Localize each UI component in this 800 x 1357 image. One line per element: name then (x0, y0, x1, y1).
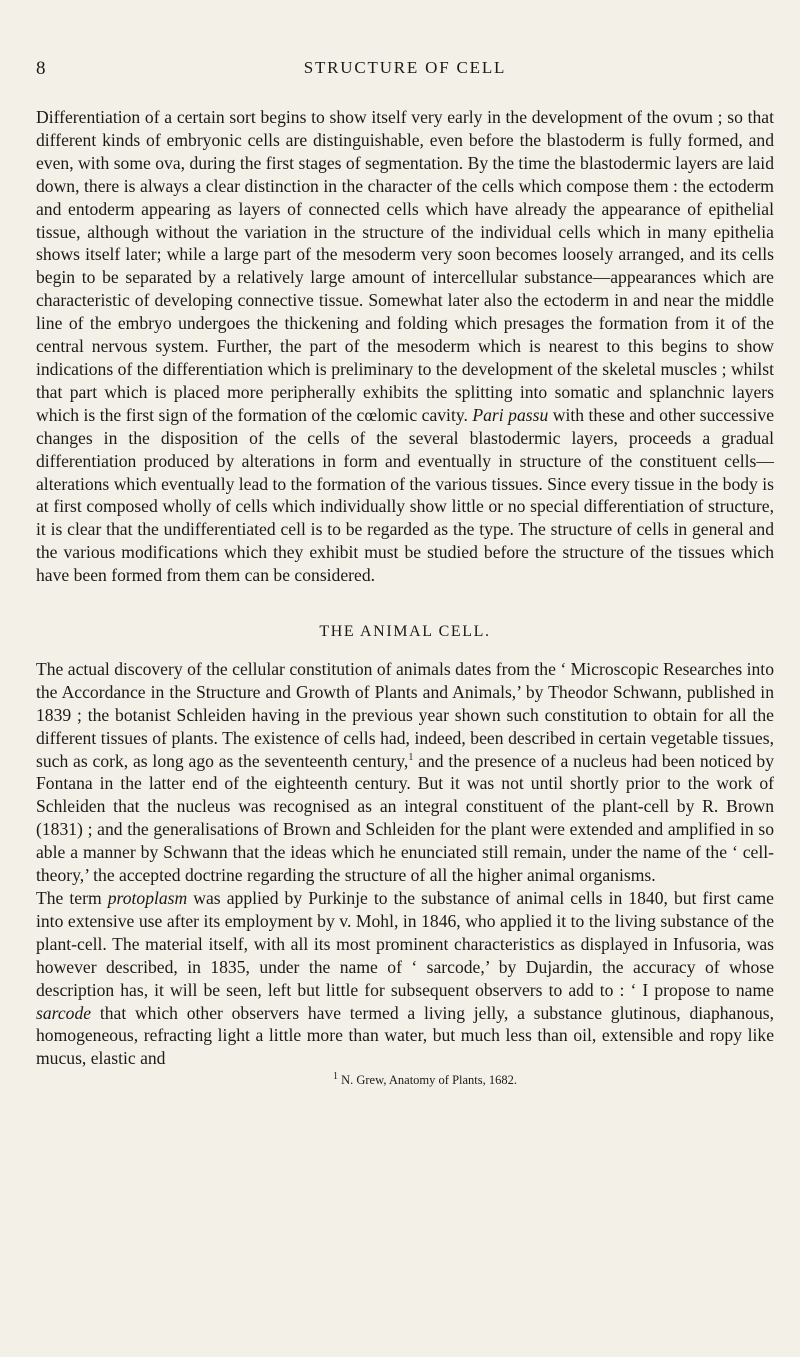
paragraph-protoplasm (36, 887, 774, 1070)
footnote (36, 1072, 774, 1088)
paragraph-text: Differentiation of a certain sort begins to show itself very early in the development of the ovum ; so that different kinds of embryonic cells are distinguishable, even before the blastoderm is fully formed, and even, with some ova, during the first stages of segmentation. By the time the blastodermic layers are laid down, there is always a clear distinction in the character of the cells which compose them : the ectoderm and entoderm appearing as layers of connected cells which have already the appearance of epithelial tissue, although without the variation in the structure of the individual cells which in many epithelia shows itself later; while a large part of the mesoderm very soon becomes loosely arranged, and its cells begin to be separated by a relatively large amount of intercellular substance—appearances which are characteristic of developing connective tissue. Somewhat later also the ectoderm in and near the middle line of the embryo undergoes the thickening and folding which presages the formation from it of the central nervous system. Further, the part of the mesoderm which is nearest to this begins to show indications of the differentiation which is preliminary to the development of the skeletal muscles ; whilst that part which is placed more peripherally exhibits the splitting into somatic and splanchnic layers which is the first sign of the formation of the cœlomic cavity. (36, 107, 774, 425)
running-head (36, 58, 774, 88)
paragraph-text-continued: with these and other successive changes in the disposition of the cells of the several blastodermic layers, proceeds a gradual differentiation produced by alterations in form and eventually in structure of the constituent cells—alterations which eventually lead to the formation of the various tissues. Since every tissue in the body is at first composed wholly of cells which individually show little or no special differentiation of structure, it is clear that the undifferentiated cell is to be regarded as the type. The structure of cells in general and the various modifications which they exhibit must be studied before the structure of the tissues which have been formed from them can be considered. (36, 404, 774, 586)
paragraph-text-continued: was applied by Purkinje to the substance of animal cells in 1840, but first came into extensive use after its employment by v. Mohl, in 1846, who applied it to the living substance of the plant-cell. The material itself, with all its most prominent characteristics as displayed in Infusoria, was however described, in 1835, under the name of ‘ sarcode,’ by Dujardin, the accuracy of whose description has, it will be seen, left but little for subsequent observers to add to : ‘ I propose to name (36, 888, 774, 1000)
paragraph-text-end: that which other observers have termed a living jelly, a substance glutinous, diaphanous, homogeneous, refracting light a little more than water, but much less than oil, extensible and ropy like mucus, elastic and (36, 1002, 774, 1069)
italic-term-sarcode: sarcode (36, 1002, 92, 1023)
paragraph-text-continued: and the presence of a nucleus had been noticed by Fontana in the latter end of the eighteenth century. But it was not until shortly prior to the work of Schleiden that the nucleus was recognised as an integral constituent of the plant-cell by R. Brown (1831) ; and the generalisations of Brown and Schleiden for the plant were extended and amplified in so able a manner by Schwann that the ideas which he enunciated still remain, under the name of the ‘ cell-theory,’ the accepted doctrine regarding the structure of all the higher animal organisms. (36, 750, 775, 886)
page-number: 8 (36, 58, 46, 79)
body-text (36, 106, 774, 1070)
paragraph-text: The term (36, 888, 102, 908)
footnote-reference: 1 (408, 751, 414, 763)
page (36, 58, 774, 1088)
paragraph-discovery (36, 658, 774, 887)
italic-phrase-pari-passu: Pari passu (472, 404, 549, 425)
section-heading: THE ANIMAL CELL. (319, 623, 491, 641)
running-title: STRUCTURE OF CELL (303, 58, 507, 77)
footnote-text: N. Grew, Anatomy of Plants, 1682. (341, 1073, 518, 1088)
paragraph-differentiation (36, 106, 774, 587)
footnote-marker: 1 (332, 1071, 338, 1083)
paragraph-text: The actual discovery of the cellular constitution of animals dates from the ‘ Microscopic Researches into the Accordance in the Structure and Growth of Plants and Animals,’ by Theodor Schwann, published in 1839 ; the botanist Schleiden having in the previous year shown such constitution to obtain for all the different tissues of plants. The existence of cells had, indeed, been described in certain vegetable tissues, such as cork, as long ago as the seventeenth century, (36, 658, 774, 771)
italic-term-protoplasm: protoplasm (107, 888, 188, 908)
